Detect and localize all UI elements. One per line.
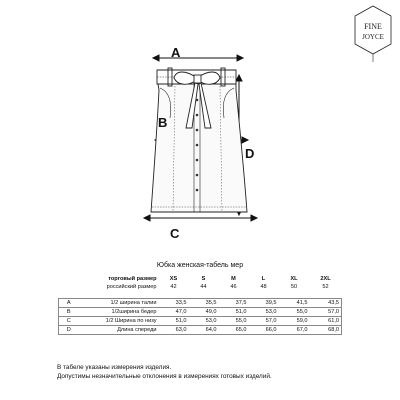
note-tolerance: Допустимы незначительные отклонения в измерениях готовых изделий. bbox=[57, 373, 272, 380]
size-s: S bbox=[201, 276, 206, 282]
row-label: Длина спереди bbox=[117, 327, 157, 333]
size-m: M bbox=[231, 276, 236, 282]
size-table bbox=[58, 275, 341, 335]
size-table-title: Юбка женская-табель мер bbox=[156, 262, 244, 269]
ru-size-46: 46 bbox=[230, 284, 237, 290]
table-cell: 39,5 bbox=[265, 300, 277, 306]
size-label: торговый размер bbox=[108, 276, 157, 282]
table-row bbox=[59, 299, 342, 308]
dimension-a-arrow bbox=[153, 55, 243, 61]
row-code: A bbox=[66, 300, 71, 306]
table-cell: 37,5 bbox=[235, 300, 247, 306]
table-cell: 49,0 bbox=[205, 309, 217, 315]
row-code: B bbox=[66, 309, 71, 315]
ru-size-42: 42 bbox=[170, 284, 177, 290]
brand-line-1: FINE bbox=[364, 22, 382, 31]
size-header-row bbox=[59, 275, 342, 283]
note-measurements: В табеле указаны измерения изделия. bbox=[57, 364, 172, 371]
ru-size-44: 44 bbox=[200, 284, 207, 290]
size-xl: XL bbox=[290, 276, 298, 282]
table-cell: 67,0 bbox=[296, 327, 308, 333]
dimension-label-b: B bbox=[158, 115, 168, 130]
table-row bbox=[59, 308, 342, 317]
row-label: 1/2ширина бедер bbox=[111, 309, 157, 315]
table-cell: 63,0 bbox=[175, 327, 187, 333]
row-label: 1/2 ширина талии bbox=[110, 300, 157, 306]
size-2xl: 2XL bbox=[320, 276, 331, 282]
table-cell: 53,0 bbox=[205, 318, 217, 324]
brand-emblem bbox=[351, 4, 395, 64]
table-cell: 68,0 bbox=[328, 327, 339, 333]
brand-logo bbox=[351, 4, 395, 64]
table-cell: 41,5 bbox=[296, 300, 308, 306]
brand-line-2: JOYCE bbox=[362, 33, 384, 41]
table-cell: 57,0 bbox=[265, 318, 277, 324]
table-cell: 65,0 bbox=[235, 327, 247, 333]
table-cell: 57,0 bbox=[328, 309, 339, 315]
table-cell: 35,5 bbox=[205, 300, 217, 306]
table-row bbox=[59, 326, 342, 335]
size-xs: XS bbox=[169, 276, 178, 282]
ru-size-50: 50 bbox=[290, 284, 298, 290]
size-l: L bbox=[261, 276, 266, 282]
table-cell: 55,0 bbox=[296, 309, 308, 315]
table-row bbox=[59, 317, 342, 326]
ru-size-row bbox=[59, 283, 342, 291]
table-cell: 51,0 bbox=[235, 309, 247, 315]
table-cell: 64,0 bbox=[205, 327, 217, 333]
ru-size-48: 48 bbox=[260, 284, 267, 290]
ru-size-label: российский размер bbox=[106, 284, 157, 290]
dimension-label-c: C bbox=[170, 226, 180, 241]
table-cell: 53,0 bbox=[265, 309, 277, 315]
table-cell: 43,5 bbox=[328, 300, 339, 306]
table-cell: 33,5 bbox=[175, 300, 187, 306]
table-cell: 55,0 bbox=[235, 318, 247, 324]
table-cell: 47,0 bbox=[175, 309, 187, 315]
dimension-label-a: A bbox=[171, 45, 181, 60]
table-cell: 51,0 bbox=[175, 318, 187, 324]
table-cell: 61,0 bbox=[328, 318, 339, 324]
table-cell: 66,0 bbox=[265, 327, 277, 333]
table-cell: 59,0 bbox=[296, 318, 308, 324]
dimension-label-d: D bbox=[245, 146, 255, 161]
row-label: 1/2 Ширина по низу bbox=[105, 318, 157, 324]
ru-size-52: 52 bbox=[322, 284, 329, 290]
row-code: D bbox=[66, 327, 71, 333]
row-code: C bbox=[66, 318, 71, 324]
dimension-c-arrow bbox=[144, 215, 257, 221]
skirt-outline bbox=[151, 68, 247, 212]
